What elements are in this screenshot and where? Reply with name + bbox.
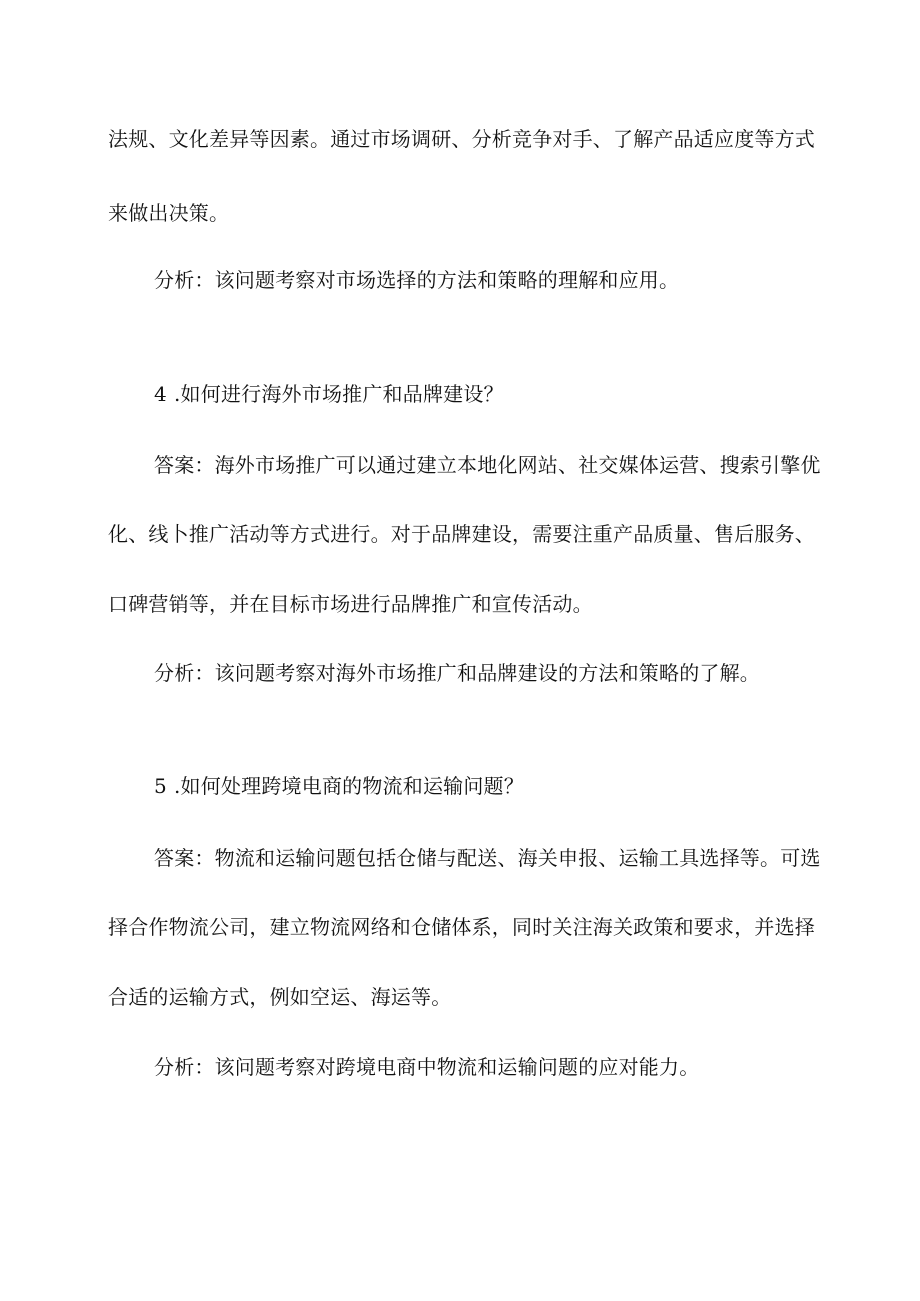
analysis-3: 分析：该问题考察对市场选择的方法和策略的理解和应用。 xyxy=(154,268,680,292)
answer-4-line-2: 化、线卜推广活动等方式进行。对于品牌建设，需要注重产品质量、售后服务、 xyxy=(108,522,815,546)
answer-5-line-2: 择合作物流公司，建立物流网络和仓储体系，同时关注海关政策和要求，并选择 xyxy=(108,915,815,939)
analysis-5: 分析：该问题考察对跨境电商中物流和运输问题的应对能力。 xyxy=(154,1055,700,1079)
question-4-heading xyxy=(154,382,504,406)
question-4-number: 4 xyxy=(154,382,167,406)
question-5-number: 5 xyxy=(154,774,167,798)
paragraph-continuation-line-2: 来做出决策。 xyxy=(108,201,230,225)
answer-5-line-3: 合适的运输方式，例如空运、海运等。 xyxy=(108,985,452,1009)
answer-4-line-3: 口碑营销等，并在目标市场进行品牌推广和宣传活动。 xyxy=(108,592,593,616)
question-5-heading xyxy=(154,774,524,798)
question-5-text: .如何处理跨境电商的物流和运输问题？ xyxy=(174,774,524,798)
question-4-text: .如何进行海外市场推广和品牌建设？ xyxy=(174,382,504,406)
answer-4-line-1: 答案：海外市场推广可以通过建立本地化网站、社交媒体运营、搜索引擎优 xyxy=(154,453,821,477)
answer-5-line-1: 答案：物流和运输问题包括仓储与配送、海关申报、运输工具选择等。可选 xyxy=(154,846,821,870)
analysis-4: 分析：该问题考察对海外市场推广和品牌建设的方法和策略的了解。 xyxy=(154,661,760,685)
paragraph-continuation-line-1: 法规、文化差异等因素。通过市场调研、分析竞争对手、了解产品适应度等方式 xyxy=(108,127,815,151)
